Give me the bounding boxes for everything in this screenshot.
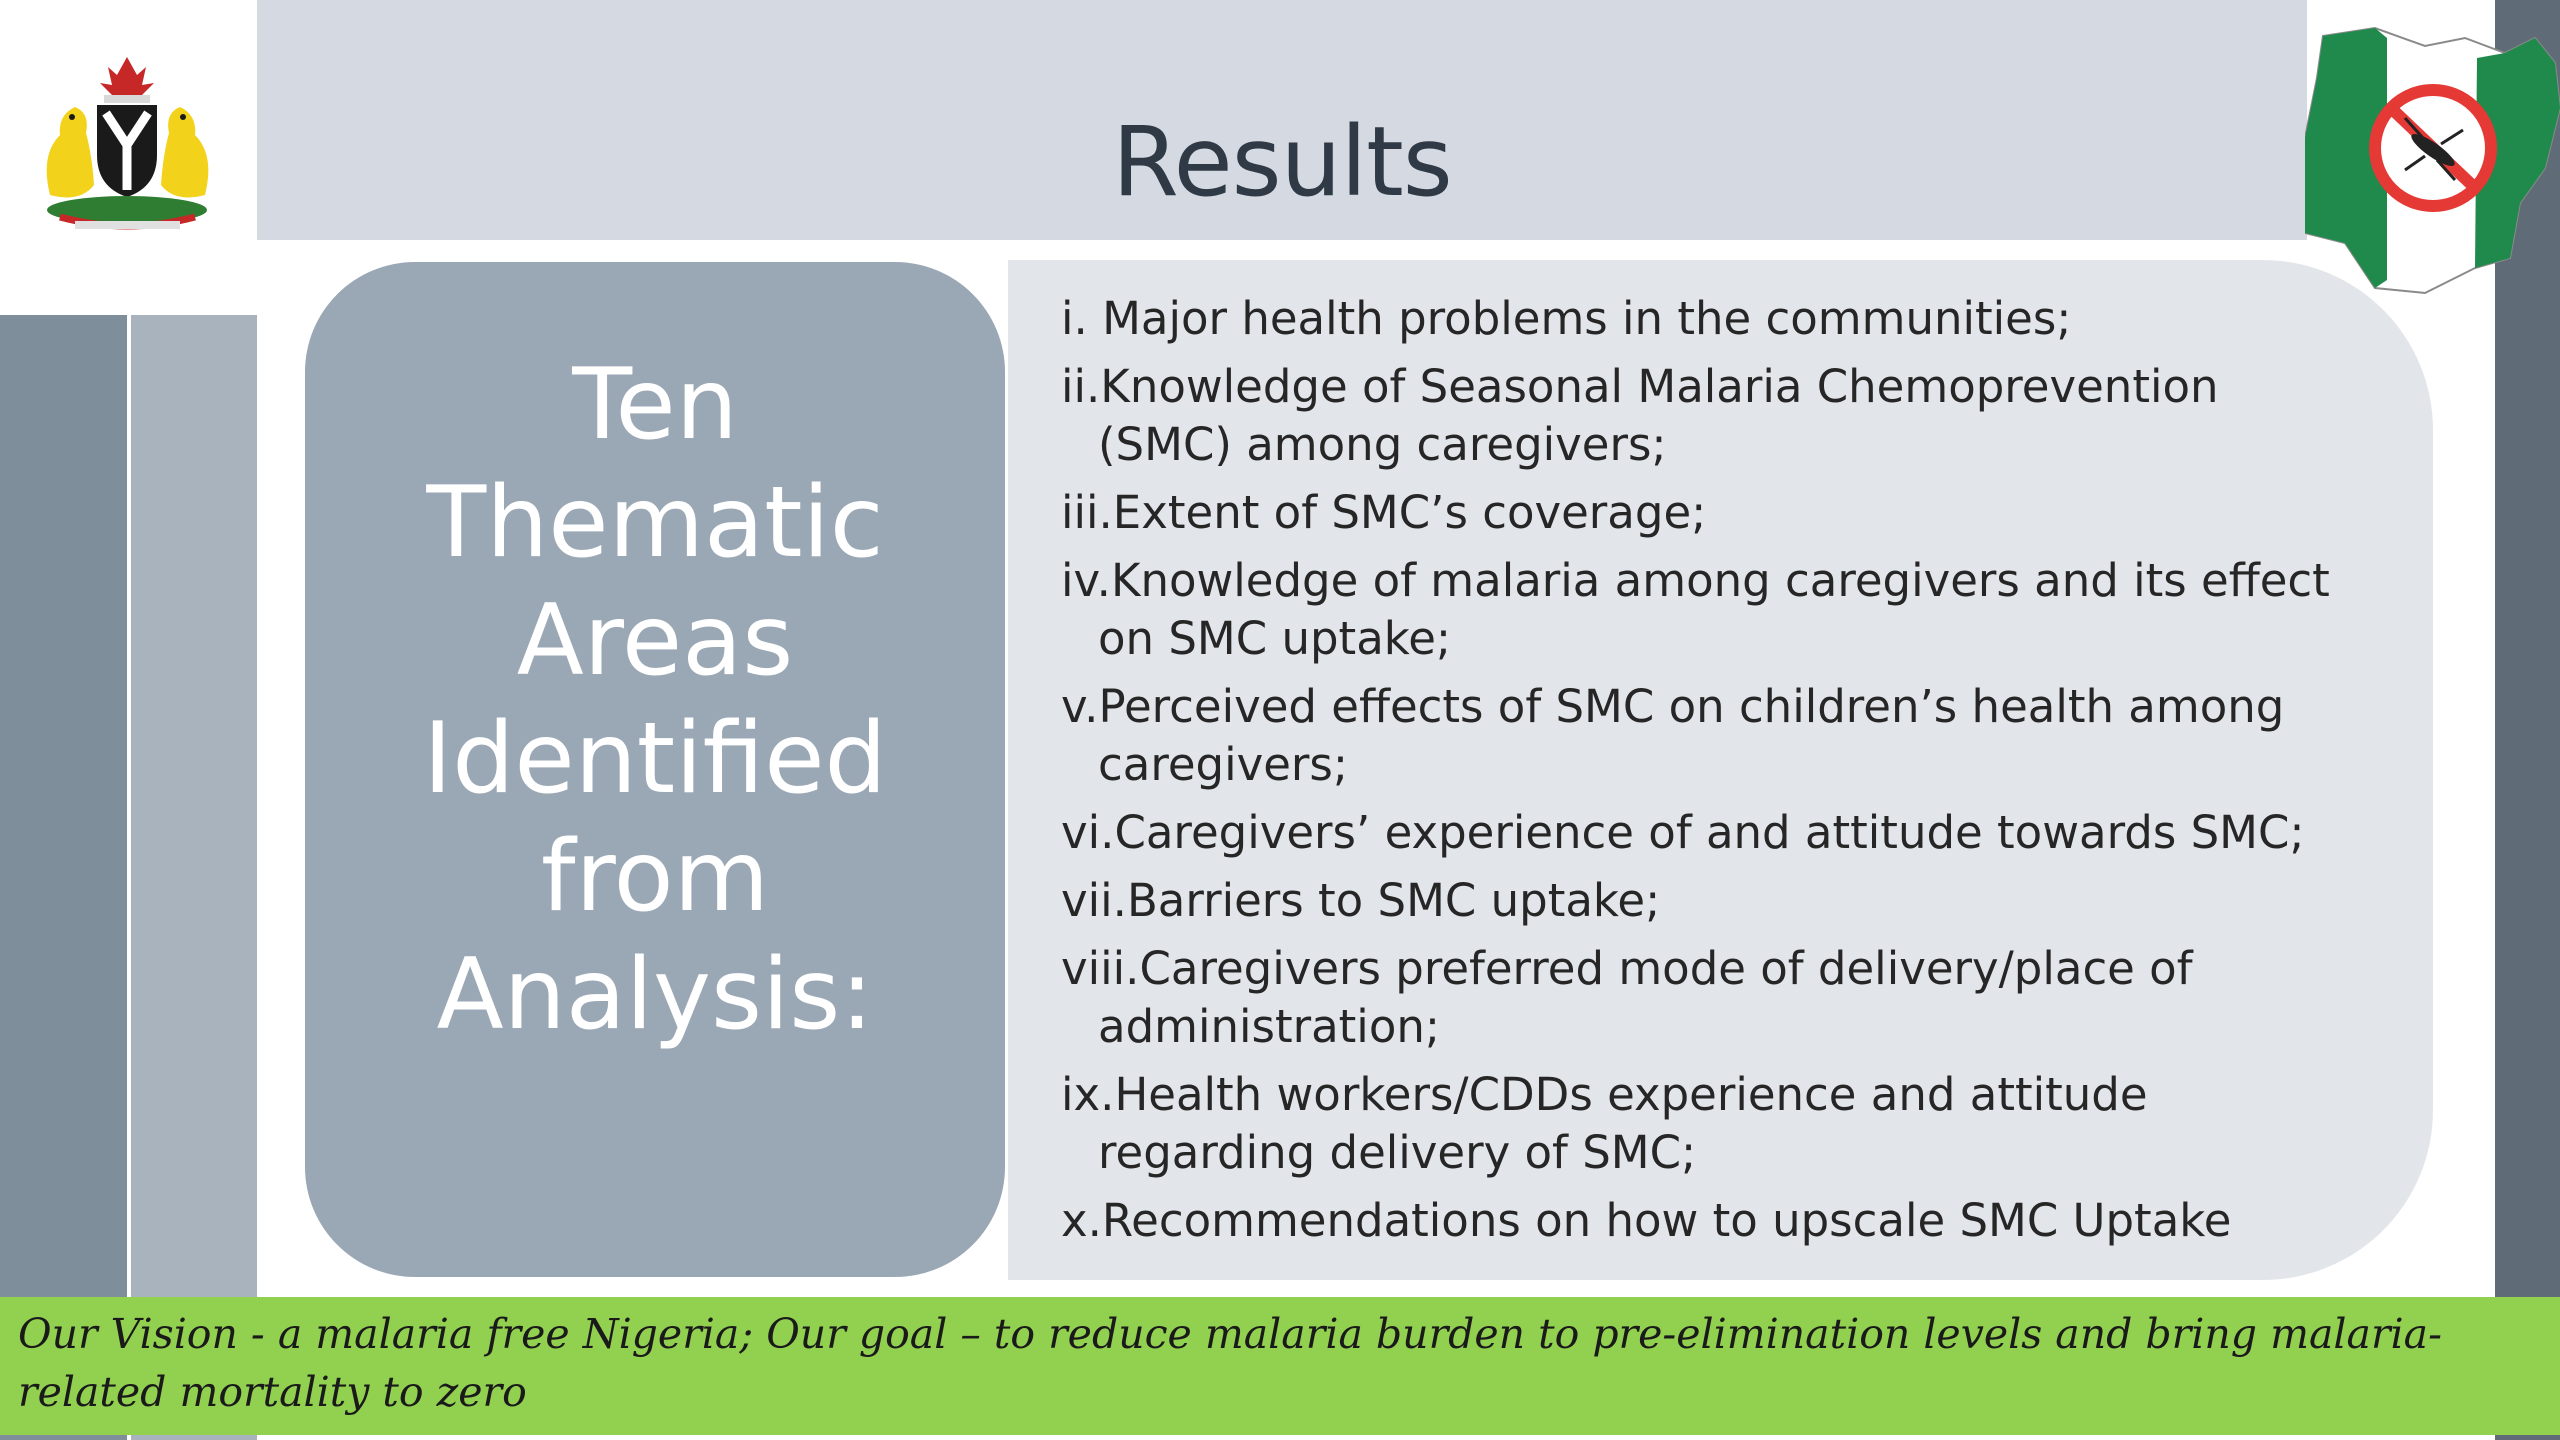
result-item-8: viii.Caregivers preferred mode of delivery/place of administration;: [1061, 942, 2193, 1053]
vision-footer: [0, 1297, 2560, 1435]
slide-title: Results: [1112, 106, 1452, 218]
result-item-9: ix.Health workers/CDDs experience and attitude regarding delivery of SMC;: [1061, 1068, 2148, 1179]
result-item-4: iv.Knowledge of malaria among caregivers and its effect on SMC uptake;: [1061, 554, 2330, 665]
results-list: [1061, 290, 2363, 1250]
coat-of-arms-icon: [20, 45, 235, 235]
thematic-areas-heading: Ten Thematic Areas Identified from Analysis:: [423, 347, 887, 1052]
title-banner: [257, 0, 2307, 240]
result-item-7: vii.Barriers to SMC uptake;: [1061, 874, 1661, 927]
decor-bar-left-outer: [0, 315, 127, 1440]
result-item-2: ii.Knowledge of Seasonal Malaria Chemoprevention (SMC) among caregivers;: [1061, 360, 2219, 471]
thematic-areas-box: [305, 262, 1005, 1277]
nigeria-map-no-mosquito-icon: [2305, 18, 2560, 300]
result-item-1: i. Major health problems in the communities;: [1061, 292, 2072, 345]
result-item-3: iii.Extent of SMC’s coverage;: [1061, 486, 1707, 539]
decor-bar-left-inner: [131, 315, 257, 1440]
results-list-panel: [1008, 260, 2433, 1280]
vision-statement: Our Vision - a malaria free Nigeria; Our goal – to reduce malaria burden to pre-elimination levels and bring malaria-related mortality to zero: [18, 1310, 2442, 1416]
result-item-5: v.Perceived effects of SMC on children’s health among caregivers;: [1061, 680, 2285, 791]
result-item-10: x.Recommendations on how to upscale SMC Uptake: [1061, 1194, 2232, 1247]
result-item-6: vi.Caregivers’ experience of and attitude towards SMC;: [1061, 806, 2305, 859]
